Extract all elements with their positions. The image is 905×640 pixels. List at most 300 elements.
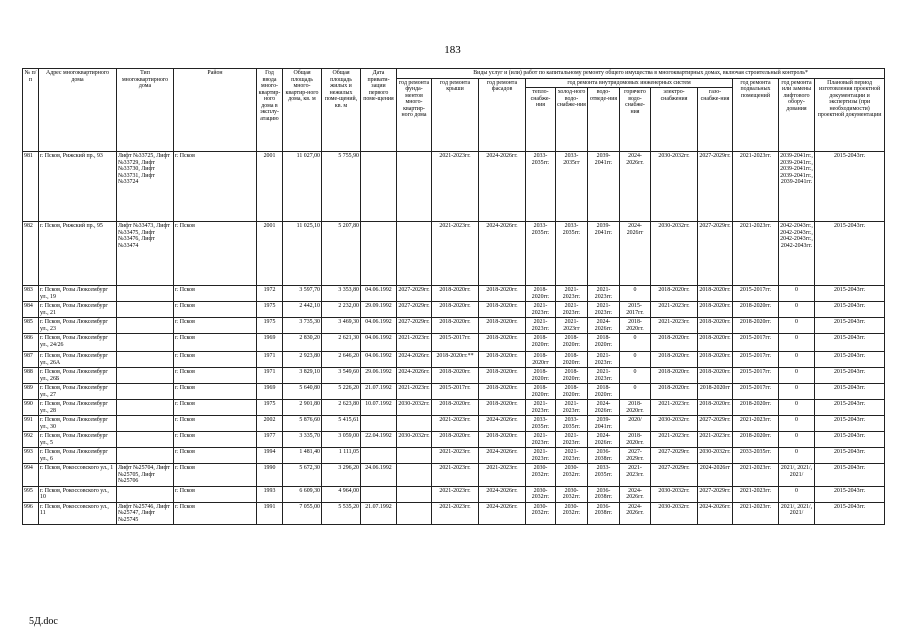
- cell-cold-water: 2018-2020гг.: [556, 352, 588, 368]
- cell-elevator: 0: [779, 334, 815, 352]
- cell-elevator: 0: [779, 352, 815, 368]
- cell-design: 2015-2043гг.: [815, 286, 885, 302]
- cell-electric: 2030-2032гг.: [651, 416, 698, 432]
- cell-roof: 2021-2023гг.: [432, 464, 479, 487]
- cell-heat: 2018-2020гг.: [526, 384, 556, 400]
- cell-electric: 2021-2023гг.: [651, 432, 698, 448]
- cell-drainage: 2021-2023гг.: [588, 368, 620, 384]
- cell-num: 983: [23, 286, 39, 302]
- cell-cold-water: 2030-2032гг.: [556, 486, 588, 502]
- cell-electric: 2027-2029гг.: [651, 448, 698, 464]
- cell-heat: 2033-2035гг.: [526, 152, 556, 222]
- cell-cold-water: 2021-2023гг.: [556, 302, 588, 318]
- cell-district: г. Псков: [174, 286, 257, 302]
- cell-hot-water: 2024-2026гг.: [620, 486, 651, 502]
- cell-facade: 2021-2023гг.: [479, 464, 526, 487]
- cell-heat: 2033-2035гг.: [526, 222, 556, 286]
- cell-foundation: [397, 152, 432, 222]
- cell-roof: 2018-2020гг.**: [432, 352, 479, 368]
- cell-electric: 2018-2020гг.: [651, 286, 698, 302]
- cell-total-area: 5 640,80: [283, 384, 322, 400]
- cell-type: [117, 400, 174, 416]
- cell-total-area: 1 481,40: [283, 448, 322, 464]
- cell-living-area: 3 549,60: [322, 368, 361, 384]
- cell-elevator: 0: [779, 302, 815, 318]
- cell-design: 2015-2043гг.: [815, 352, 885, 368]
- cell-hot-water: 2024-2026гг.: [620, 152, 651, 222]
- header-district: Район: [174, 69, 257, 152]
- cell-district: г. Псков: [174, 486, 257, 502]
- cell-gas: 2027-2029гг.: [698, 152, 733, 222]
- cell-district: г. Псков: [174, 334, 257, 352]
- footer-filename: 5Д.doc: [29, 616, 58, 627]
- cell-privatization: [361, 222, 397, 286]
- cell-design: 2015-2043гг.: [815, 318, 885, 334]
- table-row: [23, 448, 885, 464]
- cell-address: г. Псков, Розы Люксембург ул., 26А: [39, 352, 117, 368]
- cell-type: [117, 286, 174, 302]
- cell-num: 993: [23, 448, 39, 464]
- cell-design: 2015-2043гг.: [815, 486, 885, 502]
- cell-privatization: 24.06.1992: [361, 464, 397, 487]
- header-elevator: год ремонта или замены лифтового обору-дования: [779, 78, 815, 152]
- cell-living-area: 4 964,00: [322, 486, 361, 502]
- header-gas: газо-снабже-ния: [698, 88, 733, 152]
- cell-cold-water: 2018-2020гг.: [556, 368, 588, 384]
- cell-type: Лифт №25746, Лифт №25747, Лифт №25745: [117, 502, 174, 525]
- cell-heat: 2021-2023гг.: [526, 302, 556, 318]
- cell-year: 1969: [257, 334, 283, 352]
- cell-privatization: [361, 416, 397, 432]
- cell-electric: 2027-2029гг.: [651, 464, 698, 487]
- cell-num: 991: [23, 416, 39, 432]
- header-hot-water: горячего водо-снабже-ния: [620, 88, 651, 152]
- cell-gas: 2027-2029гг.: [698, 222, 733, 286]
- cell-type: [117, 318, 174, 334]
- cell-year: 1971: [257, 352, 283, 368]
- cell-drainage: 2021-2023гг.: [588, 286, 620, 302]
- cell-total-area: 3 829,10: [283, 368, 322, 384]
- cell-elevator: 0: [779, 368, 815, 384]
- cell-living-area: 3 353,80: [322, 286, 361, 302]
- cell-total-area: 7 055,00: [283, 502, 322, 525]
- cell-year: 1993: [257, 486, 283, 502]
- cell-hot-water: 0: [620, 352, 651, 368]
- cell-num: 984: [23, 302, 39, 318]
- cell-district: г. Псков: [174, 222, 257, 286]
- header-facade: год ремонта фасадов: [479, 78, 526, 152]
- cell-num: 987: [23, 352, 39, 368]
- cell-hot-water: 2015-2017гг.: [620, 302, 651, 318]
- cell-district: г. Псков: [174, 448, 257, 464]
- cell-elevator: 0: [779, 318, 815, 334]
- cell-gas: 2018-2020гг: [698, 384, 733, 400]
- cell-cold-water: 2030-2032гг.: [556, 464, 588, 487]
- cell-design: 2015-2043гг.: [815, 400, 885, 416]
- cell-gas: 2024-2026гг: [698, 464, 733, 487]
- header-num: № п/п: [23, 69, 39, 152]
- cell-electric: 2018-2020гг.: [651, 352, 698, 368]
- cell-drainage: 2024-2026гг.: [588, 400, 620, 416]
- cell-address: г. Псков, Розы Люксембург ул., 21: [39, 302, 117, 318]
- cell-facade: 2024-2026гг.: [479, 502, 526, 525]
- cell-address: г. Псков, Рижский пр., 95: [39, 222, 117, 286]
- cell-elevator: 2042-2043гг., 2042-2043гг., 2042-2043гг., 2042-2043гг.: [779, 222, 815, 286]
- cell-cold-water: 2021-2023гг.: [556, 400, 588, 416]
- cell-roof: 2021-2023гг.: [432, 486, 479, 502]
- cell-privatization: 22.04.1992: [361, 432, 397, 448]
- cell-gas: 2018-2020гг.: [698, 400, 733, 416]
- header-design: Плановый период изготовления проектной документации и экспертизы (при необходимости) проектной документации: [815, 78, 885, 152]
- cell-foundation: 2024-2026гг.: [397, 368, 432, 384]
- table-row: [23, 400, 885, 416]
- table-body: [23, 152, 885, 525]
- cell-electric: 2021-2023гг.: [651, 400, 698, 416]
- cell-elevator: 0: [779, 448, 815, 464]
- header-total-area: Общая площадь много-квартир-ного дома, кв. м: [283, 69, 322, 152]
- header-electric: электро-снабжения: [651, 88, 698, 152]
- cell-electric: 2018-2020гг.: [651, 384, 698, 400]
- table-row: [23, 302, 885, 318]
- cell-basement: 2018-2020гг.: [733, 302, 779, 318]
- cell-basement: 2021-2023гг.: [733, 486, 779, 502]
- cell-foundation: 2024-2026гг.: [397, 352, 432, 368]
- cell-heat: 2033-2035гг.: [526, 416, 556, 432]
- cell-basement: 2021-2023гг.: [733, 464, 779, 487]
- cell-district: г. Псков: [174, 416, 257, 432]
- cell-num: 985: [23, 318, 39, 334]
- cell-electric: 2018-2020гг.: [651, 334, 698, 352]
- header-year: Год ввода много-квартир-ного дома в эксплу-атацию: [257, 69, 283, 152]
- cell-num: 986: [23, 334, 39, 352]
- cell-year: 2002: [257, 416, 283, 432]
- cell-basement: 2021-2023гг.: [733, 222, 779, 286]
- cell-privatization: 21.07.1992: [361, 502, 397, 525]
- cell-district: г. Псков: [174, 432, 257, 448]
- cell-cold-water: 2021-2023гг.: [556, 286, 588, 302]
- cell-living-area: 5 755,90: [322, 152, 361, 222]
- cell-year: 1975: [257, 302, 283, 318]
- cell-basement: 2018-2020гг.: [733, 400, 779, 416]
- cell-living-area: 3 469,30: [322, 318, 361, 334]
- cell-total-area: 3 735,30: [283, 318, 322, 334]
- cell-privatization: [361, 486, 397, 502]
- cell-hot-water: 0: [620, 286, 651, 302]
- cell-facade: 2018-2020гг.: [479, 432, 526, 448]
- cell-living-area: 3 059,00: [322, 432, 361, 448]
- cell-electric: 2030-2032гг.: [651, 486, 698, 502]
- cell-privatization: [361, 448, 397, 464]
- page-number: 183: [444, 44, 461, 56]
- table-header: [23, 69, 885, 152]
- cell-heat: 2018-2020гг.: [526, 368, 556, 384]
- cell-num: 981: [23, 152, 39, 222]
- cell-drainage: 2033-2035гг.: [588, 464, 620, 487]
- cell-gas: 2018-2020гг.: [698, 334, 733, 352]
- cell-heat: 2021-2023гг.: [526, 432, 556, 448]
- cell-num: 988: [23, 368, 39, 384]
- cell-privatization: 04.06.1992: [361, 352, 397, 368]
- cell-roof: 2021-2023гг.: [432, 448, 479, 464]
- cell-facade: 2024-2026гг.: [479, 222, 526, 286]
- cell-heat: 2018-2020гг: [526, 352, 556, 368]
- cell-total-area: 2 923,80: [283, 352, 322, 368]
- cell-heat: 2018-2020гг.: [526, 334, 556, 352]
- cell-year: 2001: [257, 222, 283, 286]
- cell-cold-water: 2018-2020гг.: [556, 334, 588, 352]
- cell-year: 2001: [257, 152, 283, 222]
- cell-heat: 2018-2020гг.: [526, 286, 556, 302]
- cell-type: [117, 302, 174, 318]
- cell-type: [117, 368, 174, 384]
- cell-district: г. Псков: [174, 464, 257, 487]
- cell-hot-water: 2018-2020гг.: [620, 318, 651, 334]
- cell-electric: 2018-2020гг.: [651, 368, 698, 384]
- cell-living-area: 1 111,05: [322, 448, 361, 464]
- cell-year: 1972: [257, 286, 283, 302]
- cell-elevator: 2021/, 2021/, 2021/: [779, 502, 815, 525]
- cell-elevator: 0: [779, 384, 815, 400]
- cell-design: 2015-2043гг.: [815, 384, 885, 400]
- cell-type: [117, 384, 174, 400]
- cell-gas: 2024-2026гг.: [698, 502, 733, 525]
- cell-roof: 2018-2020гг.: [432, 368, 479, 384]
- cell-year: 1990: [257, 464, 283, 487]
- cell-living-area: 2 623,80: [322, 400, 361, 416]
- cell-privatization: [361, 152, 397, 222]
- cell-address: г. Псков, Розы Люксембург ул., 26Б: [39, 368, 117, 384]
- cell-roof: 2018-2020гг.: [432, 318, 479, 334]
- header-address: Адрес многоквартирного дома: [39, 69, 117, 152]
- cell-total-area: 2 830,20: [283, 334, 322, 352]
- cell-basement: 2015-2017гг.: [733, 286, 779, 302]
- cell-heat: 2021-2023гг.: [526, 318, 556, 334]
- cell-roof: 2015-2017гг.: [432, 384, 479, 400]
- cell-gas: 2018-2020гг.: [698, 286, 733, 302]
- cell-foundation: 2021-2023гг.: [397, 384, 432, 400]
- cell-basement: 2021-2023гг.: [733, 502, 779, 525]
- cell-roof: 2015-2017гг.: [432, 334, 479, 352]
- cell-privatization: 29.06.1992: [361, 368, 397, 384]
- cell-heat: 2030-2032гг.: [526, 486, 556, 502]
- cell-privatization: 04.06.1992: [361, 334, 397, 352]
- cell-address: г. Псков, Розы Люксембург ул., 27: [39, 384, 117, 400]
- cell-living-area: 2 232,00: [322, 302, 361, 318]
- cell-total-area: 2 442,10: [283, 302, 322, 318]
- cell-drainage: 2024-2026гг.: [588, 432, 620, 448]
- cell-electric: 2021-2023гг.: [651, 302, 698, 318]
- cell-elevator: 0: [779, 286, 815, 302]
- cell-drainage: 2039-2041гг.: [588, 416, 620, 432]
- cell-district: г. Псков: [174, 302, 257, 318]
- table-row: [23, 464, 885, 487]
- cell-foundation: [397, 502, 432, 525]
- cell-basement: 2015-2017гг.: [733, 368, 779, 384]
- cell-total-area: 2 901,80: [283, 400, 322, 416]
- cell-living-area: 3 296,20: [322, 464, 361, 487]
- cell-hot-water: 2018-2020гг.: [620, 432, 651, 448]
- cell-basement: 2018-2020гг.: [733, 432, 779, 448]
- cell-roof: 2021-2023гг.: [432, 222, 479, 286]
- cell-drainage: 2039-2041гг.: [588, 152, 620, 222]
- cell-cold-water: 2030-2032гг.: [556, 502, 588, 525]
- cell-basement: 2015-2017гг.: [733, 384, 779, 400]
- cell-type: [117, 416, 174, 432]
- cell-district: г. Псков: [174, 400, 257, 416]
- cell-total-area: 3 335,70: [283, 432, 322, 448]
- cell-year: 1971: [257, 368, 283, 384]
- table-row: [23, 222, 885, 286]
- cell-privatization: 29.09.1992: [361, 302, 397, 318]
- cell-gas: 2018-2020гг.: [698, 368, 733, 384]
- table-row: [23, 334, 885, 352]
- cell-type: Лифт №33473, Лифт №33475, Лифт №33476, Лифт №33474: [117, 222, 174, 286]
- cell-district: г. Псков: [174, 152, 257, 222]
- cell-foundation: 2027-2029гг.: [397, 286, 432, 302]
- cell-roof: 2018-2020гг.: [432, 400, 479, 416]
- cell-living-area: 5 226,20: [322, 384, 361, 400]
- cell-living-area: 2 621,30: [322, 334, 361, 352]
- cell-basement: 2021-2023гг.: [733, 152, 779, 222]
- cell-privatization: 04.06.1992: [361, 286, 397, 302]
- cell-drainage: 2018-2020гг.: [588, 384, 620, 400]
- cell-num: 995: [23, 486, 39, 502]
- cell-drainage: 2036-2038гг.: [588, 486, 620, 502]
- cell-cold-water: 2021-2023гг: [556, 318, 588, 334]
- cell-facade: 2018-2020гг.: [479, 400, 526, 416]
- cell-cold-water: 2021-2023гг.: [556, 448, 588, 464]
- cell-total-area: 5 672,30: [283, 464, 322, 487]
- cell-district: г. Псков: [174, 318, 257, 334]
- cell-cold-water: 2021-2023гг.: [556, 432, 588, 448]
- cell-drainage: 2024-2026гг.: [588, 318, 620, 334]
- cell-district: г. Псков: [174, 368, 257, 384]
- cell-privatization: 04.06.1992: [361, 318, 397, 334]
- table-row: [23, 486, 885, 502]
- cell-facade: 2018-2020гг.: [479, 286, 526, 302]
- cell-heat: 2021-2023гг.: [526, 400, 556, 416]
- cell-heat: 2021-2023гг.: [526, 448, 556, 464]
- cell-drainage: 2018-2020гг.: [588, 334, 620, 352]
- cell-gas: 2030-2032гг.: [698, 448, 733, 464]
- cell-facade: 2018-2020гг.: [479, 384, 526, 400]
- cell-foundation: [397, 486, 432, 502]
- cell-year: 1975: [257, 400, 283, 416]
- capital-repair-table: [22, 68, 885, 525]
- cell-facade: 2018-2020гг.: [479, 352, 526, 368]
- cell-address: г. Псков, Розы Люксембург ул., 28: [39, 400, 117, 416]
- cell-living-area: 5 207,80: [322, 222, 361, 286]
- cell-hot-water: 2020/: [620, 416, 651, 432]
- cell-roof: 2021-2023гг.: [432, 502, 479, 525]
- cell-facade: 2024-2026гг.: [479, 416, 526, 432]
- cell-roof: 2021-2023гг.: [432, 416, 479, 432]
- cell-elevator: 0: [779, 400, 815, 416]
- cell-num: 992: [23, 432, 39, 448]
- cell-num: 989: [23, 384, 39, 400]
- cell-design: 2015-2043гг.: [815, 222, 885, 286]
- header-cold-water: холод-ного водо-снабже-ния: [556, 88, 588, 152]
- cell-basement: 2015-2017гг.: [733, 352, 779, 368]
- cell-address: г. Псков, Рокоссовского ул., 1: [39, 464, 117, 487]
- cell-electric: 2021-2023гг.: [651, 318, 698, 334]
- cell-num: 994: [23, 464, 39, 487]
- cell-year: 1991: [257, 502, 283, 525]
- cell-address: г. Псков, Рокоссовского ул., 11: [39, 502, 117, 525]
- cell-privatization: 21.07.1992: [361, 384, 397, 400]
- cell-roof: 2018-2020гг.: [432, 286, 479, 302]
- cell-address: г. Псков, Розы Люксембург ул., 23: [39, 318, 117, 334]
- cell-gas: 2027-2029гг.: [698, 416, 733, 432]
- cell-total-area: 3 597,70: [283, 286, 322, 302]
- header-drainage: водо-отведе-ния: [588, 88, 620, 152]
- cell-design: 2015-2043гг.: [815, 502, 885, 525]
- cell-type: Лифт №25704, Лифт №25705, Лифт №25706: [117, 464, 174, 487]
- cell-heat: 2030-2032гг.: [526, 464, 556, 487]
- header-roof: год ремонта крыши: [432, 78, 479, 152]
- cell-type: [117, 486, 174, 502]
- header-engineering-group: год ремонта внутридомовых инженерных систем: [526, 78, 733, 88]
- header-privatization: Дата привати-зации первого поме-щения: [361, 69, 397, 152]
- cell-hot-water: 2027-2029гг.: [620, 448, 651, 464]
- cell-privatization: 10.07.1992: [361, 400, 397, 416]
- cell-hot-water: 0: [620, 334, 651, 352]
- cell-hot-water: 0: [620, 368, 651, 384]
- cell-foundation: 2030-2032гг.: [397, 400, 432, 416]
- cell-address: г. Псков, Розы Люксембург ул., 30: [39, 416, 117, 432]
- cell-gas: 2018-2020гг.: [698, 302, 733, 318]
- cell-num: 982: [23, 222, 39, 286]
- cell-district: г. Псков: [174, 352, 257, 368]
- cell-drainage: 2021-2023гг.: [588, 302, 620, 318]
- cell-design: 2015-2043гг.: [815, 432, 885, 448]
- cell-year: 1969: [257, 384, 283, 400]
- cell-gas: 2021-2023гг.: [698, 432, 733, 448]
- cell-living-area: 2 646,20: [322, 352, 361, 368]
- header-living-area: Общая площадь жилых и нежилых поме-щений, кв. м: [322, 69, 361, 152]
- cell-hot-water: 2018-2020гг.: [620, 400, 651, 416]
- cell-total-area: 11 025,10: [283, 222, 322, 286]
- table-row: [23, 368, 885, 384]
- cell-electric: 2030-2032гг.: [651, 152, 698, 222]
- cell-address: г. Псков, Розы Люксембург ул., 5: [39, 432, 117, 448]
- cell-gas: 2018-2020гг.: [698, 318, 733, 334]
- cell-cold-water: 2018-2020гг.: [556, 384, 588, 400]
- cell-drainage: 2036-2038гг.: [588, 502, 620, 525]
- cell-drainage: 2039-2041гг.: [588, 222, 620, 286]
- cell-roof: 2018-2020гг.: [432, 302, 479, 318]
- cell-address: г. Псков, Розы Люксембург ул., 6: [39, 448, 117, 464]
- table-row: [23, 318, 885, 334]
- cell-address: г. Псков, Розы Люксембург ул., 24/26: [39, 334, 117, 352]
- table-row: [23, 502, 885, 525]
- cell-facade: 2018-2020гг.: [479, 334, 526, 352]
- cell-district: г. Псков: [174, 384, 257, 400]
- cell-year: 1994: [257, 448, 283, 464]
- cell-foundation: 2021-2023гг.: [397, 334, 432, 352]
- table-row: [23, 432, 885, 448]
- cell-basement: 2015-2017гг.: [733, 334, 779, 352]
- cell-facade: 2024-2026гг.: [479, 448, 526, 464]
- cell-hot-water: 2024-2026гг.: [620, 502, 651, 525]
- cell-facade: 2024-2026гг.: [479, 152, 526, 222]
- table-row: [23, 286, 885, 302]
- cell-design: 2015-2043гг.: [815, 464, 885, 487]
- cell-foundation: [397, 222, 432, 286]
- table-row: [23, 384, 885, 400]
- cell-address: г. Псков, Розы Люксембург ул., 19: [39, 286, 117, 302]
- cell-foundation: [397, 448, 432, 464]
